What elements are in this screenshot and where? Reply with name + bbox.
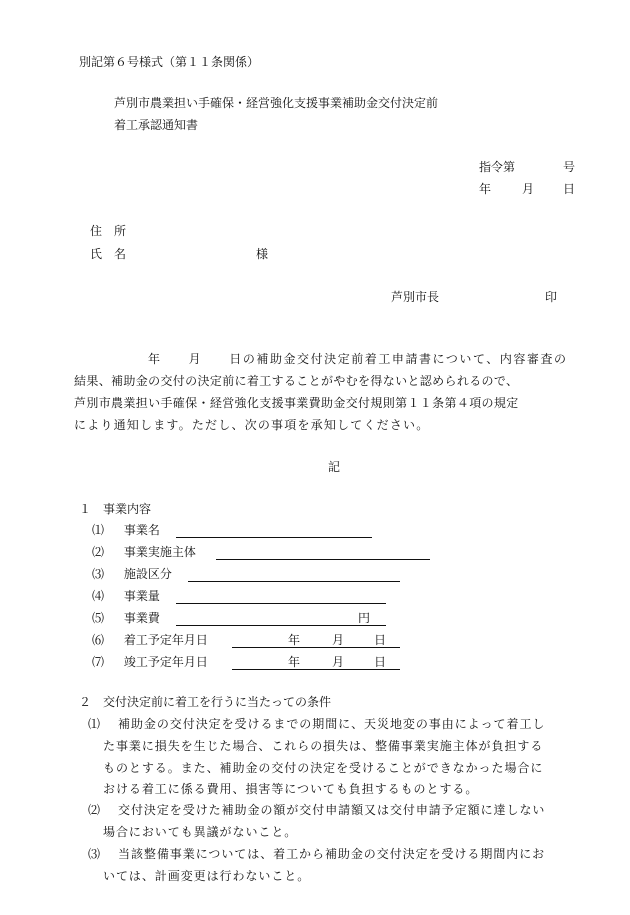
field-label: 事業名 xyxy=(123,523,160,537)
address-label: 住 所 xyxy=(90,224,127,238)
form-reference: 別記第６号様式（第１１条関係） xyxy=(79,55,260,69)
condition-line: 当該整備事業については、着工から補助金の交付決定を受ける期間内にお xyxy=(118,847,546,861)
field-row-facility-type xyxy=(92,566,172,582)
condition-line: いては、計画変更は行わないこと。 xyxy=(103,869,311,883)
seal-mark: 印 xyxy=(545,290,558,304)
condition-line: 場合においても異議がないこと。 xyxy=(103,825,298,839)
title-line-1: 芦別市農業担い手確保・経営強化支援事業補助金交付決定前 xyxy=(114,96,439,110)
field-underline[interactable] xyxy=(232,632,400,648)
condition-line: た事業に損失を生じた場合、これらの損失は、整備事業実施主体が負担する xyxy=(103,739,544,753)
field-number: ⑴ xyxy=(92,523,105,537)
condition-line: 補助金の交付決定を受けるまでの期間に、天災地変の事由によって着工し xyxy=(118,717,546,731)
document-title xyxy=(114,95,438,111)
field-label: 事業実施主体 xyxy=(123,545,196,559)
doc-no-prefix: 指令第 xyxy=(479,160,516,174)
field-row-end-date xyxy=(92,654,387,670)
condition-number: ⑵ xyxy=(88,803,101,817)
date-year: 年 xyxy=(288,633,301,647)
field-label: 竣工予定年月日 xyxy=(123,655,208,669)
field-underline[interactable] xyxy=(176,522,372,538)
condition-number: ⑶ xyxy=(88,847,101,861)
date-year: 年 xyxy=(288,655,301,669)
field-row-quantity xyxy=(92,588,160,604)
field-underline[interactable] xyxy=(176,588,386,604)
field-label: 施設区分 xyxy=(123,567,172,581)
body-line: 年 月 日の補助金交付決定前着工申請書について、内容審査の xyxy=(148,352,568,366)
yen-unit: 円 xyxy=(358,611,371,625)
body-line: により通知します。ただし、次の事項を承知してください。 xyxy=(74,418,430,432)
date-day: 日 xyxy=(374,633,387,647)
field-number: ⑶ xyxy=(92,567,105,581)
body-line: 芦別市農業担い手確保・経営強化支援事業費助金交付規則第１１条第４項の規定 xyxy=(74,396,519,410)
doc-no-suffix: 号 xyxy=(563,160,576,174)
date-month: 月 xyxy=(522,182,535,196)
honorific: 様 xyxy=(256,247,269,261)
field-underline[interactable] xyxy=(188,566,400,582)
date-day: 日 xyxy=(374,655,387,669)
field-label: 事業費 xyxy=(123,611,160,625)
field-row-project-name xyxy=(92,522,160,538)
field-label: 事業量 xyxy=(123,589,160,603)
field-row-implementer xyxy=(92,544,196,560)
field-number: ⑸ xyxy=(92,611,105,625)
name-label: 氏 名 xyxy=(90,247,127,261)
document-number xyxy=(479,159,576,175)
ki-heading: 記 xyxy=(328,460,341,474)
date-month: 月 xyxy=(332,633,345,647)
document-title-line-2: 着工承認通知書 xyxy=(114,118,199,132)
field-number: ⑵ xyxy=(92,545,105,559)
section-2-title: ２ 交付決定前に着工を行うに当たっての条件 xyxy=(79,695,332,709)
field-row-start-date xyxy=(92,632,387,648)
body-line: 結果、補助金の交付の決定前に着工することがやむを得ないと認められるので、 xyxy=(74,374,519,388)
field-underline[interactable] xyxy=(176,610,386,626)
field-underline[interactable] xyxy=(216,544,430,560)
date-year: 年 xyxy=(479,182,492,196)
field-label: 着工予定年月日 xyxy=(123,633,208,647)
field-number: ⑹ xyxy=(92,633,105,647)
condition-line: おける着工に係る費用、損害等についても負担するものとする。 xyxy=(103,782,479,796)
field-number: ⑺ xyxy=(92,655,105,669)
section-1-title: １ 事業内容 xyxy=(79,502,152,516)
field-underline[interactable] xyxy=(232,654,400,670)
condition-line: ものとする。また、補助金の交付の決定を受けることができなかった場合に xyxy=(103,761,544,775)
date-day: 日 xyxy=(563,182,576,196)
issuer: 芦別市長 xyxy=(391,290,440,304)
document-date xyxy=(479,181,576,197)
condition-line: 交付決定を受けた補助金の額が交付申請額又は交付申請予定額に達しない xyxy=(118,803,546,817)
condition-number: ⑴ xyxy=(88,717,101,731)
field-row-cost xyxy=(92,610,371,626)
field-number: ⑷ xyxy=(92,589,105,603)
date-month: 月 xyxy=(332,655,345,669)
